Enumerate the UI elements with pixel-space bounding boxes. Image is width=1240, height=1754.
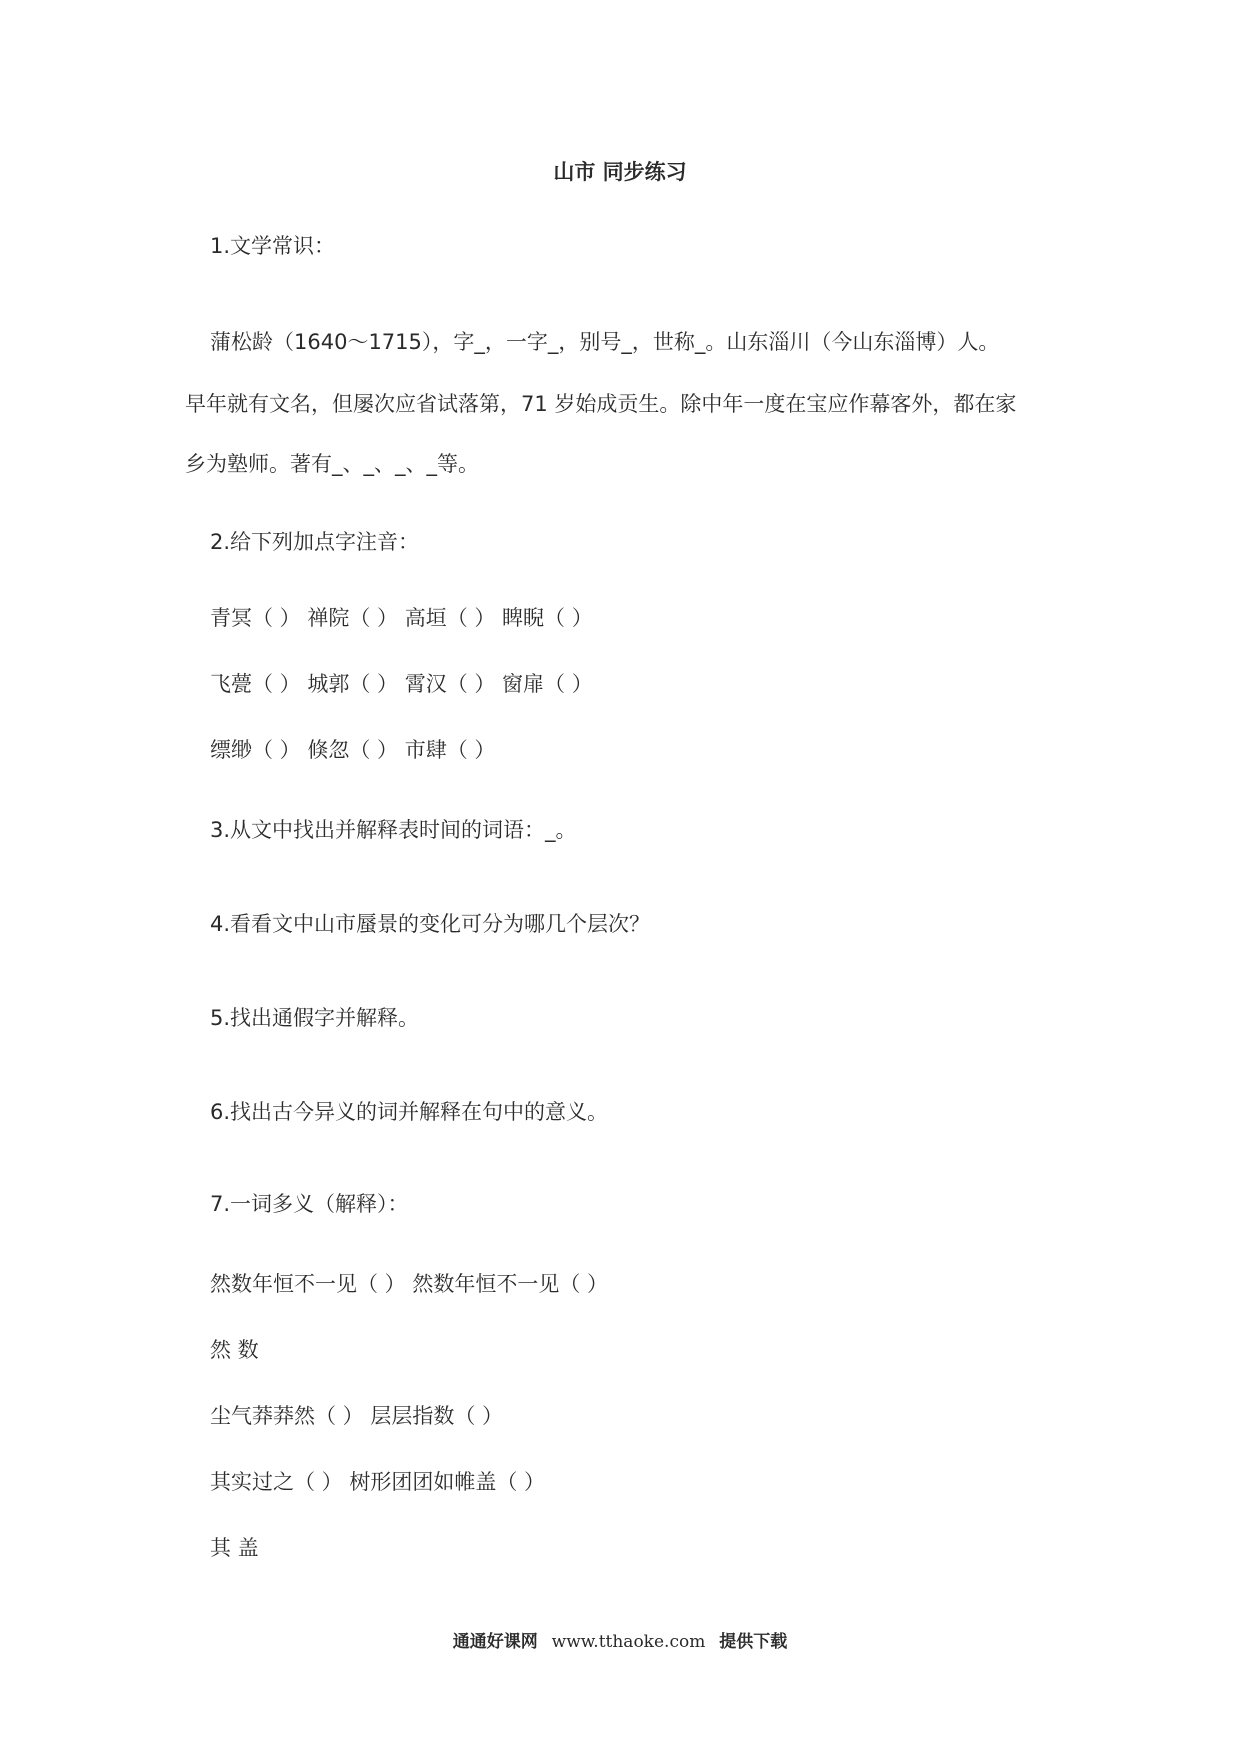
question-7-row-5: 其 盖 (210, 1536, 259, 1560)
question-2-row-3: 缥缈（ ） 倏忽（ ） 市肆（ ） (210, 738, 496, 762)
question-2-heading: 2.给下列加点字注音： (210, 530, 420, 554)
footer-suffix: 提供下载 (719, 1632, 788, 1652)
question-6-heading: 6.找出古今异义的词并解释在句中的意义。 (210, 1100, 609, 1124)
page-title: 山市 同步练习 (553, 160, 687, 184)
footer-site-name: 通通好课网 (452, 1632, 538, 1652)
question-1-paragraph-line-2: 早年就有文名，但屡次应省试落第，71 岁始成贡生。除中年一度在宝应作幕客外，都在家 (185, 392, 1017, 416)
question-7-row-4: 其实过之（ ） 树形团团如帷盖（ ） (210, 1470, 546, 1494)
question-3-heading: 3.从文中找出并解释表时间的词语：_。 (210, 818, 577, 842)
question-7-row-2: 然 数 (210, 1338, 259, 1362)
question-7-heading: 7.一词多义（解释）： (210, 1192, 409, 1216)
question-2-row-1: 青冥（ ） 禅院（ ） 高垣（ ） 睥睨（ ） (210, 606, 593, 630)
question-7-row-1: 然数年恒不一见（ ） 然数年恒不一见（ ） (210, 1272, 609, 1296)
question-1-paragraph-line-3: 乡为塾师。著有_、_、_、_等。 (185, 452, 479, 476)
question-1-paragraph-line-1: 蒲松龄（1640～1715），字_，一字_，别号_，世称_。山东淄川（今山东淄博）人。 (210, 330, 1000, 354)
question-1-heading: 1.文学常识： (210, 234, 336, 258)
page-footer (0, 1630, 1240, 1654)
footer-url: www.tthaoke.com (551, 1632, 706, 1652)
question-2-row-2: 飞甍（ ） 城郭（ ） 霄汉（ ） 窗扉（ ） (210, 672, 593, 696)
question-5-heading: 5.找出通假字并解释。 (210, 1006, 420, 1030)
question-4-heading: 4.看看文中山市蜃景的变化可分为哪几个层次？ (210, 912, 651, 936)
question-7-row-3: 尘气莽莽然（ ） 层层指数（ ） (210, 1404, 504, 1428)
